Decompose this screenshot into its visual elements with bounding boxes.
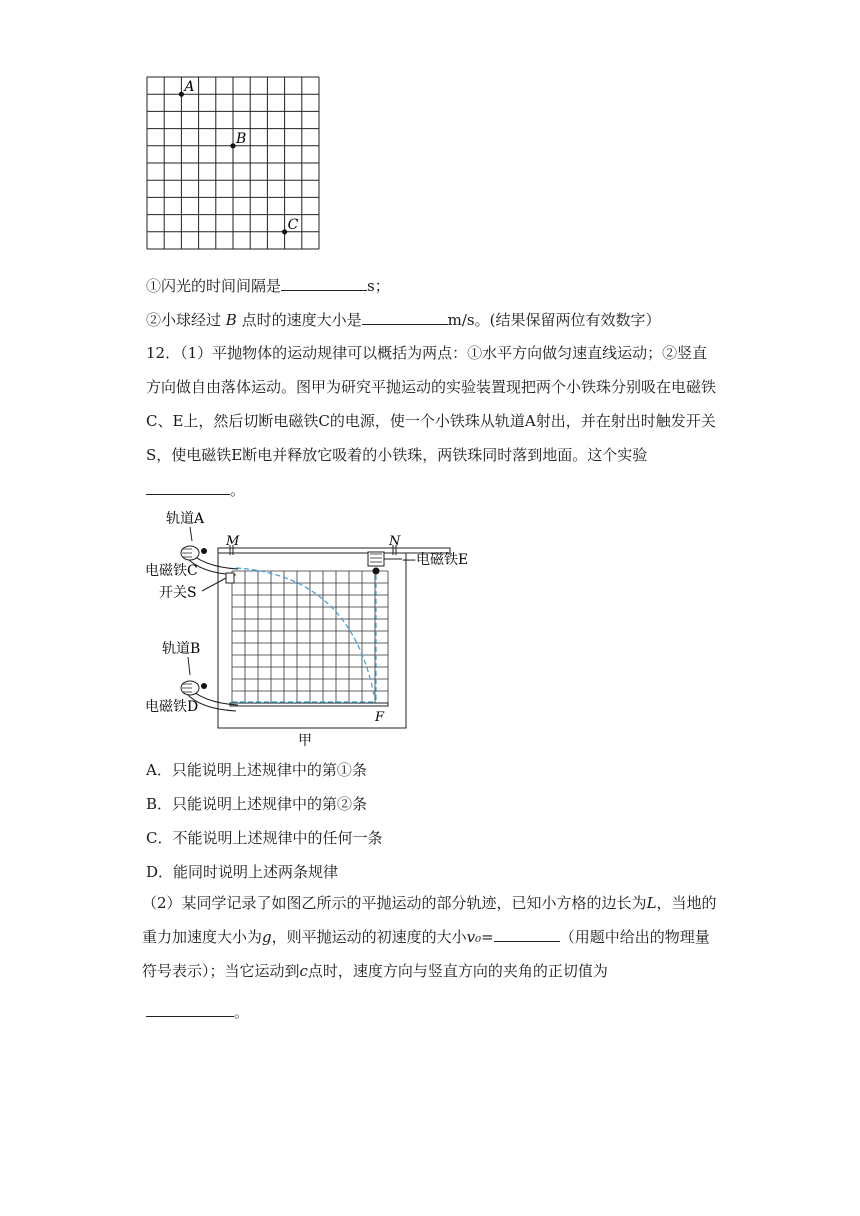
point-c <box>282 229 287 234</box>
q12-part1-answer: 。 <box>146 480 245 500</box>
option-d[interactable]: D．能同时说明上述两条规律 <box>146 863 339 881</box>
q12-part2-answer: 。 <box>146 1002 249 1022</box>
q12-part2: （2）某同学记录了如图乙所示的平抛运动的部分轨迹，已知小方格的边长为L，当地的重力加速度大小为g，则平抛运动的初速度的大小v₀= （用题中给出的物理量符号表示）；当它运动到c点时，速度方向与竖直方向的夹角的正切值为 <box>142 894 717 980</box>
point-label-a: A <box>184 79 195 96</box>
apparatus-figure <box>140 505 480 750</box>
point-a <box>179 92 184 97</box>
answer-blank-4[interactable] <box>494 927 560 942</box>
answer-blank-2[interactable] <box>362 310 448 325</box>
label-track-a: 轨道A <box>166 511 205 527</box>
label-track-b: 轨道B <box>162 641 201 657</box>
option-b[interactable]: B．只能说明上述规律中的第②条 <box>146 795 368 813</box>
label-magnet-d: 电磁铁D <box>145 699 199 715</box>
answer-blank-1[interactable] <box>281 276 367 291</box>
answer-blank-3[interactable] <box>146 480 230 495</box>
label-switch-s: 开关S <box>159 585 197 601</box>
label-n: N <box>389 534 401 549</box>
label-magnet-e: —电磁铁E <box>402 552 469 568</box>
point-label-b: B <box>236 130 247 147</box>
q12-part1: 12．（1）平抛物体的运动规律可以概括为两点：①水平方向做匀速直线运动；②竖直方向做自由落体运动。图甲为研究平抛运动的实验装置现把两个小铁珠分别吸在电磁铁C、E上，然后切断电磁铁C的电源，使一个小铁珠从轨道A射出，并在射出时触发开关S，使电磁铁E断电并释放它吸着的小铁珠，两铁珠同时落到地面。这个实验 <box>146 344 717 464</box>
option-c[interactable]: C．不能说明上述规律中的任何一条 <box>146 829 383 847</box>
q11-sub1: ①闪光的时间间隔是 s； <box>146 277 390 295</box>
point-b <box>230 143 235 148</box>
q11-sub2: ②小球经过 B 点时的速度大小是 m/s。(结果保留两位有效数字） <box>146 311 661 329</box>
point-label-c: C <box>287 216 299 233</box>
option-a[interactable]: A．只能说明上述规律中的第①条 <box>146 761 367 779</box>
label-f: F <box>375 710 385 725</box>
figure-caption: 甲 <box>298 733 312 749</box>
grid-figure <box>140 70 330 265</box>
answer-blank-5[interactable] <box>146 1002 234 1017</box>
label-magnet-c: 电磁铁C <box>145 563 198 579</box>
label-m: M <box>226 534 240 549</box>
